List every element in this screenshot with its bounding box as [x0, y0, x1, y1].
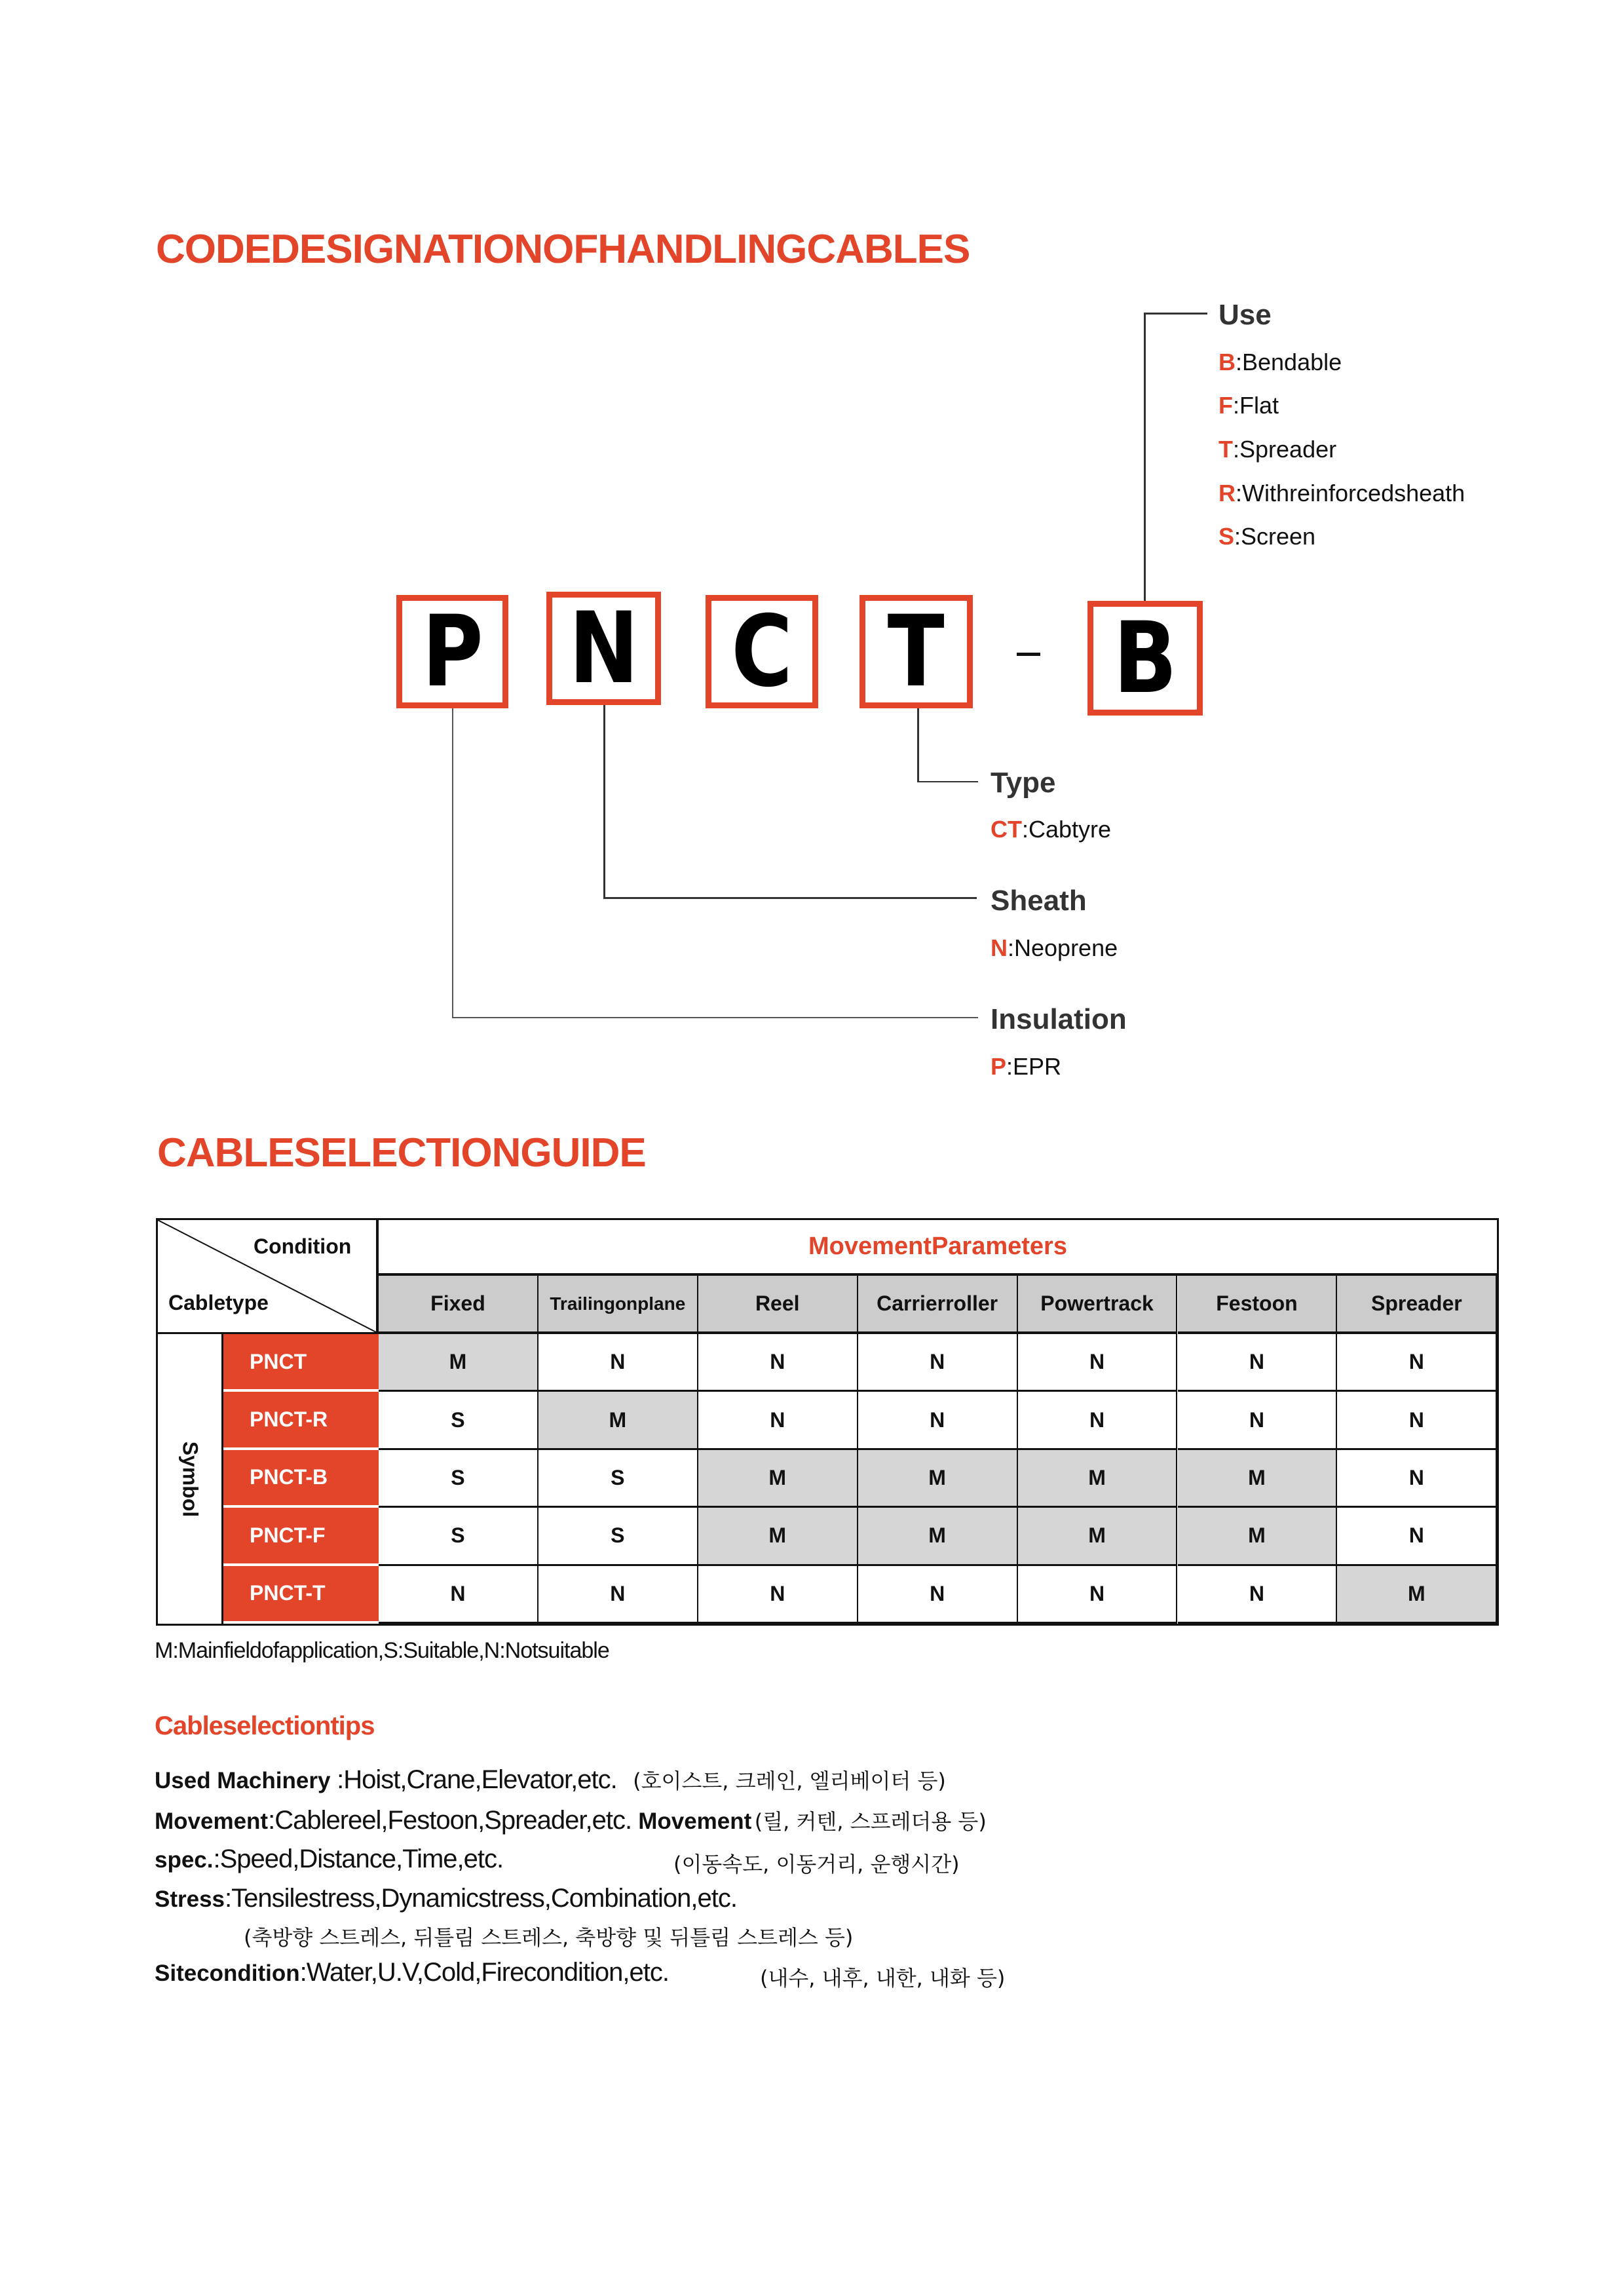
symbol-cell: PNCT-F: [223, 1508, 379, 1565]
tip-label: Sitecondition: [155, 1961, 300, 1986]
code-box-p: [396, 595, 508, 708]
tip-text: :Tensilestress,Dynamicstress,Combination,etc.: [225, 1884, 737, 1913]
table-cell: M: [698, 1508, 858, 1565]
table-cell: N: [1337, 1450, 1497, 1508]
tip-label: Movement: [155, 1808, 269, 1834]
connector-use-horizontal: [1144, 313, 1207, 315]
connector-use-vertical: [1144, 313, 1146, 601]
table-cell: N: [698, 1566, 858, 1624]
code-box-t: [859, 595, 973, 708]
table-cell: N: [858, 1392, 1018, 1449]
table-cell: S: [379, 1450, 538, 1508]
use-code: T: [1218, 436, 1233, 463]
sheath-item: [991, 934, 1118, 962]
use-code: B: [1218, 349, 1236, 375]
tip-site-korean: (내수, 내후, 내한, 내화 등): [760, 1966, 1006, 1991]
use-code: R: [1218, 480, 1236, 507]
connector-type-horizontal: [917, 781, 978, 782]
table-cell: N: [1018, 1392, 1178, 1449]
code-box-c: [706, 595, 818, 708]
tip-extra-label: Movement: [638, 1808, 752, 1834]
sheath-code: N: [991, 934, 1008, 961]
code-separator-dash: [1017, 653, 1040, 656]
use-title: Use: [1218, 299, 1272, 331]
code-letter-n: N: [569, 591, 639, 706]
column-header: Carrierroller: [858, 1276, 1018, 1334]
corner-cabletype-label: Cabletype: [168, 1291, 269, 1314]
table-cell: M: [1178, 1450, 1338, 1508]
corner-condition-label: Condition: [254, 1234, 352, 1258]
table-cell: M: [858, 1450, 1018, 1508]
insulation-title: Insulation: [991, 1003, 1127, 1035]
symbol-cell: PNCT-R: [223, 1392, 379, 1449]
column-header: Powertrack: [1018, 1276, 1178, 1334]
use-code: F: [1218, 392, 1233, 419]
tip-used-machinery: [155, 1765, 946, 1795]
table-cell: M: [1337, 1566, 1497, 1624]
tip-spec: [155, 1845, 503, 1874]
table-cell: N: [858, 1334, 1018, 1392]
tip-text: :Speed,Distance,Time,etc.: [213, 1845, 504, 1873]
use-item-b: [1218, 349, 1342, 376]
table-cell: M: [698, 1450, 858, 1508]
use-desc: :Withreinforcedsheath: [1236, 480, 1465, 507]
tips-title: Cableselectiontips: [155, 1712, 375, 1740]
table-cell: N: [379, 1566, 538, 1624]
symbol-cell: PNCT: [223, 1334, 379, 1392]
table-cell: N: [1178, 1566, 1338, 1624]
type-title: Type: [991, 767, 1056, 799]
tip-site-condition: [155, 1958, 669, 1987]
selection-guide-title: CABLESELECTIONGUIDE: [157, 1130, 646, 1176]
code-letter-p: P: [421, 594, 483, 709]
code-letter-c: C: [731, 594, 793, 709]
type-code: CT: [991, 816, 1022, 843]
table-cell: N: [1337, 1392, 1497, 1449]
column-header: Festoon: [1178, 1276, 1338, 1334]
tip-label: Used Machinery: [155, 1768, 337, 1793]
column-header: Trailingonplane: [538, 1276, 698, 1334]
code-letter-b: B: [1113, 601, 1177, 716]
code-box-b: [1087, 601, 1203, 716]
use-desc: :Spreader: [1233, 436, 1337, 463]
selection-guide-table: [156, 1218, 1499, 1626]
use-item-r: [1218, 480, 1465, 507]
table-cell: N: [1337, 1508, 1497, 1565]
code-box-n: [546, 592, 661, 705]
connector-insulation-horizontal: [452, 1017, 978, 1018]
table-cell: S: [538, 1508, 698, 1565]
code-designation-title: CODEDESIGNATIONOFHANDLINGCABLES: [156, 227, 970, 272]
table-legend-note: M:Mainfieldofapplication,S:Suitable,N:Notsuitable: [155, 1638, 609, 1663]
type-item: [991, 816, 1111, 843]
table-cell: S: [379, 1392, 538, 1449]
tip-korean: (호이스트, 크레인, 엘리베이터 등): [633, 1769, 946, 1793]
insulation-desc: :EPR: [1006, 1053, 1062, 1080]
table-cell: S: [379, 1508, 538, 1565]
use-desc: :Flat: [1233, 392, 1279, 419]
tip-text: :Cablereel,Festoon,Spreader,etc.: [268, 1806, 639, 1835]
table-cell: N: [698, 1392, 858, 1449]
tip-spec-korean: (이동속도, 이동거리, 운행시간): [673, 1852, 960, 1877]
use-item-t: [1218, 436, 1336, 463]
use-item-f: [1218, 392, 1279, 419]
connector-type-vertical: [917, 708, 919, 782]
column-header: Fixed: [379, 1276, 538, 1334]
symbol-cell: PNCT-B: [223, 1450, 379, 1508]
use-item-s: [1218, 523, 1315, 550]
table-cell: N: [1178, 1392, 1338, 1449]
symbol-side-label: Symbol: [178, 1441, 202, 1517]
tip-stress: [155, 1884, 737, 1913]
use-code: S: [1218, 523, 1235, 550]
table-cell: N: [1018, 1566, 1178, 1624]
table-cell: M: [858, 1508, 1018, 1565]
table-cell: N: [538, 1334, 698, 1392]
table-cell: N: [1337, 1334, 1497, 1392]
insulation-item: [991, 1053, 1061, 1081]
tip-text: :Hoist,Crane,Elevator,etc.: [337, 1765, 617, 1794]
connector-insulation-vertical: [452, 708, 453, 1018]
tip-stress-korean: (축방향 스트레스, 뒤틀림 스트레스, 축방향 및 뒤틀림 스트레스 등): [244, 1925, 854, 1950]
symbol-side-cell: [158, 1334, 223, 1624]
code-letter-t: T: [888, 594, 945, 709]
table-cell: S: [538, 1450, 698, 1508]
connector-sheath-vertical: [603, 705, 605, 899]
table-cell: M: [1018, 1450, 1178, 1508]
table-cell: N: [858, 1566, 1018, 1624]
table-cell: N: [1018, 1334, 1178, 1392]
use-desc: :Bendable: [1236, 349, 1342, 375]
table-cell: N: [1178, 1334, 1338, 1392]
connector-sheath-horizontal: [603, 897, 977, 899]
insulation-code: P: [991, 1053, 1007, 1080]
tip-korean: (릴, 커텐, 스프레더용 등): [754, 1809, 987, 1834]
tip-label: Stress: [155, 1886, 225, 1912]
table-cell: N: [538, 1566, 698, 1624]
tip-movement: [155, 1805, 987, 1835]
movement-parameters-header: MovementParameters: [379, 1220, 1497, 1276]
table-cell: N: [698, 1334, 858, 1392]
use-desc: :Screen: [1234, 523, 1316, 550]
table-cell: M: [538, 1392, 698, 1449]
column-header: Reel: [698, 1276, 858, 1334]
table-cell: M: [1018, 1508, 1178, 1565]
sheath-title: Sheath: [991, 885, 1087, 917]
symbol-cell: PNCT-T: [223, 1566, 379, 1624]
tip-label: spec.: [155, 1847, 214, 1873]
table-cell: M: [379, 1334, 538, 1392]
type-desc: :Cabtyre: [1022, 816, 1112, 843]
table-cell: M: [1178, 1508, 1338, 1565]
sheath-desc: :Neoprene: [1008, 934, 1118, 961]
corner-cell: [158, 1220, 379, 1334]
tip-text: :Water,U.V,Cold,Firecondition,etc.: [299, 1958, 669, 1987]
column-header: Spreader: [1337, 1276, 1497, 1334]
